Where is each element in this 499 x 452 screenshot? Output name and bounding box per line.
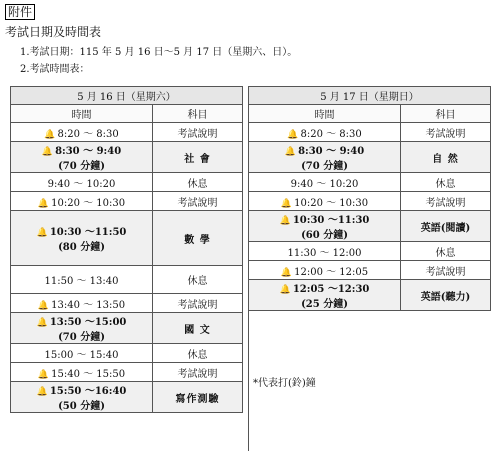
table-row (11, 192, 243, 211)
subject-cell: 考試說明 (153, 294, 243, 313)
bell-icon: 🔔 (37, 369, 50, 380)
bell-icon: 🔔 (279, 285, 291, 295)
day1-header: 5 月 16 日（星期六） (11, 87, 243, 105)
table-row (249, 242, 491, 261)
time-cell: 10:30 ～11:50 (49, 227, 127, 238)
time-cell: 15:40 ～ 15:50 (51, 368, 126, 380)
time-cell: 12:00 ～ 12:05 (294, 266, 369, 278)
note-row (249, 311, 491, 452)
bell-icon: 🔔 (37, 198, 50, 209)
time-cell: 10:30 ～11:30 (292, 215, 370, 226)
subject-cell: 休息 (153, 173, 243, 192)
table-row (11, 173, 243, 192)
time-cell: 9:40 ～ 10:20 (11, 173, 153, 192)
table-row (249, 142, 491, 173)
subject-cell: 休息 (401, 242, 491, 261)
table-row (11, 363, 243, 382)
bell-icon: 🔔 (287, 129, 299, 140)
time-cell: 13:50 ～15:00 (49, 317, 127, 328)
bell-icon: 🔔 (41, 147, 54, 157)
subject-cell: 考試說明 (401, 261, 491, 280)
subject-cell: 英語(閱讀) (401, 211, 491, 242)
day1-schedule-table (10, 86, 243, 413)
table-row (249, 261, 491, 280)
table-row (11, 266, 243, 294)
bell-icon: 🔔 (44, 129, 56, 140)
subject-cell: 考試說明 (401, 123, 491, 142)
subject-cell: 考試說明 (153, 192, 243, 211)
bell-icon: 🔔 (36, 228, 48, 238)
bell-icon: 🔔 (284, 147, 297, 157)
time-cell: 8:20 ～ 8:30 (57, 128, 119, 140)
bell-icon: 🔔 (280, 198, 293, 209)
day2-subject-col-header: 科目 (401, 105, 491, 123)
time-cell: 10:20 ～ 10:30 (294, 197, 369, 209)
duration-cell: (80 分鐘) (58, 242, 105, 253)
duration-cell: (70 分鐘) (58, 332, 105, 343)
subject-cell: 國 文 (153, 313, 243, 344)
table-row (249, 173, 491, 192)
bell-icon: 🔔 (36, 387, 48, 397)
table-row (249, 280, 491, 311)
bell-icon: 🔔 (279, 216, 291, 226)
table-row (11, 294, 243, 313)
day2-time-col-header: 時間 (249, 105, 401, 123)
table-row (249, 211, 491, 242)
subject-cell: 休息 (153, 266, 243, 294)
time-cell: 11:30 ～ 12:00 (249, 242, 401, 261)
day2-schedule-table (248, 86, 491, 452)
subject-cell: 休息 (153, 344, 243, 363)
table-row (11, 313, 243, 344)
table-row (249, 123, 491, 142)
bell-icon: 🔔 (37, 300, 50, 311)
table-row (11, 142, 243, 173)
time-cell: 15:00 ～ 15:40 (11, 344, 153, 363)
subject-cell: 自 然 (401, 142, 491, 173)
subject-cell: 考試說明 (153, 363, 243, 382)
table-row (249, 192, 491, 211)
time-cell: 13:40 ～ 13:50 (51, 299, 126, 311)
page-title: 考試日期及時間表 (5, 25, 102, 39)
table-row (11, 382, 243, 413)
table-row (11, 344, 243, 363)
day1-subject-col-header: 科目 (153, 105, 243, 123)
bell-icon: 🔔 (36, 318, 48, 328)
table-row (11, 123, 243, 142)
subject-cell: 英語(聽力) (401, 280, 491, 311)
time-cell: 11:50 ～ 13:40 (11, 266, 153, 294)
bell-icon: 🔔 (280, 267, 293, 278)
duration-cell: (70 分鐘) (58, 161, 105, 172)
schedule-item: 2.考試時間表： (20, 64, 90, 75)
time-cell: 8:30 ～ 9:40 (55, 146, 122, 157)
subject-cell: 休息 (401, 173, 491, 192)
legend-note: *代表打(鈴)鐘 (253, 377, 316, 389)
time-cell: 15:50 ～16:40 (49, 386, 127, 397)
subject-cell: 社 會 (153, 142, 243, 173)
day1-time-col-header: 時間 (11, 105, 153, 123)
time-cell: 12:05 ～12:30 (292, 284, 370, 295)
exam-dates-item: 1.考試日期：115 年 5 月 16 日～5 月 17 日（星期六、日）。 (20, 47, 298, 58)
day2-header: 5 月 17 日（星期日） (249, 87, 491, 105)
duration-cell: (70 分鐘) (301, 161, 348, 172)
subject-cell: 寫作測驗 (153, 382, 243, 413)
duration-cell: (60 分鐘) (301, 230, 348, 241)
time-cell: 9:40 ～ 10:20 (249, 173, 401, 192)
subject-cell: 考試說明 (153, 123, 243, 142)
time-cell: 8:30 ～ 9:40 (298, 146, 365, 157)
attachment-label: 附件 (5, 4, 35, 20)
subject-cell: 數 學 (153, 211, 243, 266)
subject-cell: 考試說明 (401, 192, 491, 211)
duration-cell: (25 分鐘) (301, 299, 348, 310)
table-row (11, 211, 243, 266)
time-cell: 8:20 ～ 8:30 (300, 128, 362, 140)
duration-cell: (50 分鐘) (58, 401, 105, 412)
time-cell: 10:20 ～ 10:30 (51, 197, 126, 209)
